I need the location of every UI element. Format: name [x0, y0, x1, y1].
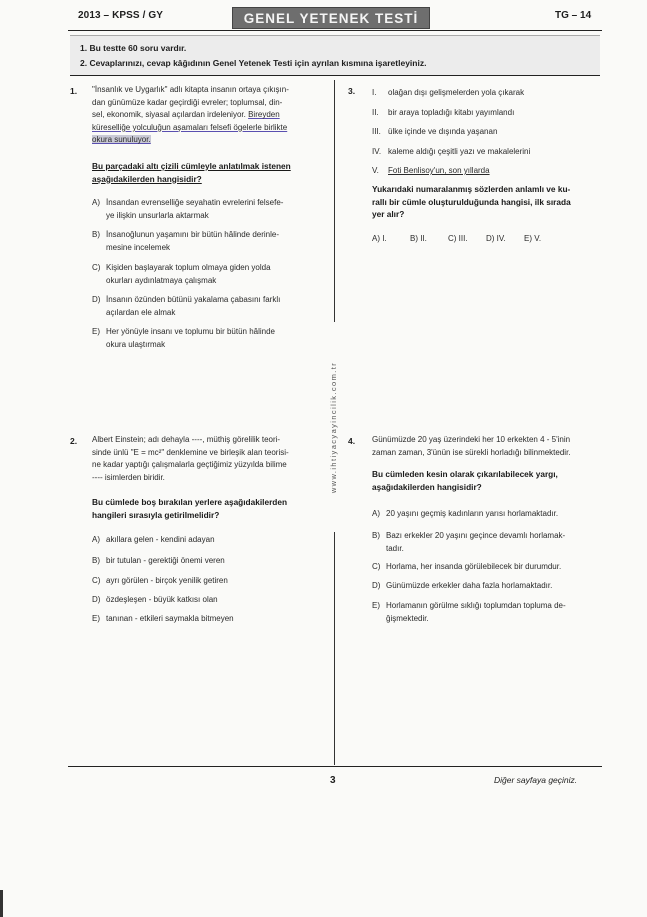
- q3-option-a[interactable]: A) I.: [372, 234, 387, 243]
- q4-option-text: ğişmektedir.: [386, 613, 429, 623]
- q1-underlined-sentence: küreselliğe yolculuğun aşamaları felsefi ögelerle birlikte: [92, 122, 288, 132]
- q3-option-d[interactable]: D) IV.: [486, 234, 506, 243]
- q4-option-text: 20 yaşını geçmiş kadınların yarısı horlamaktadır.: [386, 509, 559, 518]
- scan-edge-mark: [0, 890, 3, 917]
- q3-stem-line: yer alır?: [372, 209, 405, 220]
- q1-option-e[interactable]: [92, 326, 332, 351]
- q1-option-text: mesine incelemek: [106, 242, 171, 252]
- q1-option-label: C): [92, 263, 101, 272]
- q1-option-label: A): [92, 198, 100, 207]
- q4-option-c[interactable]: [372, 561, 612, 574]
- q3-number: 3.: [348, 86, 356, 96]
- q3-item-label: V.: [372, 166, 379, 175]
- q1-option-text: İnsandan evrenselliğe seyahatin evrelerini felsefe-: [106, 198, 284, 207]
- q4-option-text: Günümüzde erkekler daha fazla horlamaktadır.: [386, 581, 553, 590]
- q1-option-text: İnsanoğlunun yaşamını bir bütün hâlinde derinle-: [106, 230, 280, 239]
- q1-passage: [92, 84, 328, 147]
- q3-item-text: Foti Benlisoy'un, son yıllarda: [388, 166, 490, 175]
- q2-passage-line: sinde ünlü "E = mc²" denklemine ve birleşik alan teorisi-: [92, 447, 289, 457]
- exam-code: 2013 – KPSS / GY: [78, 10, 163, 21]
- q1-passage-line: [92, 109, 328, 122]
- q1-passage-line: "İnsanlık ve Uygarlık" adlı kitapta insanın ortaya çıkışın-: [92, 85, 289, 94]
- q3-item-label: II.: [372, 107, 379, 117]
- q4-option-label: E): [372, 601, 380, 610]
- q1-option-label: B): [92, 230, 100, 239]
- q3-item-text: olağan dışı gelişmelerden yola çıkarak: [388, 88, 525, 97]
- q2-option-b[interactable]: [92, 555, 225, 568]
- q2-option-label: D): [92, 595, 101, 604]
- q2-option-d[interactable]: [92, 594, 218, 607]
- q3-item-2: [372, 103, 612, 123]
- q4-option-text: tadır.: [386, 543, 404, 553]
- q1-passage-line: dan günümüze kadar geçirdiği evreler; toplumsal, din-: [92, 97, 283, 107]
- q3-item-text: kaleme aldığı çeşitli yazı ve makalelerini: [388, 146, 531, 156]
- q1-option-label: E): [92, 327, 100, 336]
- q3-item-3: [372, 122, 612, 142]
- header-divider: [68, 30, 602, 31]
- q4-option-label: B): [372, 531, 380, 540]
- q4-option-d[interactable]: [372, 580, 612, 593]
- q3-option-b[interactable]: B) II.: [410, 234, 427, 243]
- q4-passage-line: Günümüzde 20 yaş üzerindeki her 10 erkekten 4 - 5'inin: [372, 435, 571, 444]
- q2-option-text: ayrı görülen - birçok yenilik getiren: [106, 576, 228, 585]
- q2-stem: [92, 496, 330, 521]
- q4-stem-line: aşağıdakilerden hangisidir?: [372, 481, 482, 492]
- q1-option-d[interactable]: [92, 294, 332, 319]
- q4-passage: [372, 434, 612, 459]
- q2-passage-line: ne kadar yaptığı çalışmalarla geçtiğimiz yüzyılda bilime: [92, 460, 287, 470]
- q4-option-text: Bazı erkekler 20 yaşını geçince devamlı horlamak-: [386, 531, 566, 540]
- q4-option-a[interactable]: [372, 508, 612, 521]
- q1-stem-line: aşağıdakilerden hangisidir?: [92, 173, 202, 184]
- q1-stem: [92, 160, 328, 185]
- section-title: GENEL YETENEK TESTİ: [243, 10, 419, 26]
- q1-number: 1.: [70, 86, 78, 96]
- q2-option-c[interactable]: [92, 575, 228, 588]
- q2-option-text: bir tutulan - gerektiği önemi veren: [106, 556, 225, 565]
- q2-option-text: özdeşleşen - büyük katkısı olan: [106, 595, 218, 604]
- q3-option-c[interactable]: C) III.: [448, 234, 468, 243]
- q3-stem: [372, 183, 612, 221]
- q3-item-4: [372, 142, 612, 162]
- watermark-text: www.ihtiyacyayincilik.com.tr: [329, 361, 339, 493]
- q3-option-e[interactable]: E) V.: [524, 234, 542, 243]
- q1-option-a[interactable]: [92, 197, 332, 222]
- q1-passage-line-text: sel, ekonomik, siyasal açılardan irdeleniyor.: [92, 110, 246, 120]
- q2-stem-line: Bu cümlede boş bırakılan yerlere aşağıdakilerden: [92, 497, 288, 507]
- q1-option-label: D): [92, 295, 101, 304]
- q1-option-text: Kişiden başlayarak toplum olmaya giden yolda: [106, 263, 271, 272]
- q4-option-text: Horlama, her insanda görülebilecek bir durumdur.: [386, 562, 562, 571]
- q3-items: [372, 83, 612, 181]
- q3-stem-line: Yukarıdaki numaralanmış sözlerden anlamlı ve ku-: [372, 184, 571, 194]
- q2-option-label: C): [92, 576, 101, 585]
- q1-option-text: İnsanın özünden bütünü yakalama çabasını farklı: [106, 295, 281, 304]
- q3-item-text: ülke içinde ve dışında yaşanan: [388, 127, 498, 136]
- q3-options: [372, 234, 562, 243]
- q2-option-label: A): [92, 535, 100, 544]
- q4-number: 4.: [348, 436, 356, 446]
- q2-option-a[interactable]: [92, 534, 215, 547]
- q3-stem-line: rallı bir cümle oluşturulduğunda hangisi, ilk sırada: [372, 196, 571, 207]
- q2-option-e[interactable]: [92, 613, 234, 626]
- instruction-2: 2. Cevaplarınızı, cevap kâğıdının Genel Yetenek Testi için ayrılan kısmına işaretleyiniz.: [80, 58, 427, 68]
- q4-option-e[interactable]: [372, 600, 612, 625]
- q3-item-1: [372, 83, 612, 103]
- q4-option-label: C): [372, 562, 381, 571]
- q1-underlined-sentence-start: Bireyden: [248, 110, 280, 120]
- q3-item-5: [372, 161, 612, 181]
- q4-stem: [372, 468, 612, 493]
- q4-option-b[interactable]: [372, 530, 612, 555]
- q2-option-text: tanınan - etkileri saymakla bitmeyen: [106, 614, 234, 623]
- q2-option-label: E): [92, 614, 100, 623]
- q2-number: 2.: [70, 436, 78, 446]
- q1-option-text: Her yönüyle insanı ve toplumu bir bütün hâlinde: [106, 327, 275, 336]
- test-code: TG – 14: [555, 10, 592, 21]
- q1-passage-line: [92, 134, 328, 147]
- q2-passage-line: Albert Einstein; adı dehayla ----, müthiş görelilik teori-: [92, 435, 281, 444]
- q2-passage: [92, 434, 330, 484]
- q4-option-text: Horlamanın görülme sıklığı toplumdan topluma de-: [386, 601, 566, 610]
- q3-item-label: I.: [372, 88, 377, 97]
- instruction-1: 1. Bu testte 60 soru vardır.: [80, 43, 187, 53]
- page-number: 3: [330, 775, 336, 786]
- footer-divider: [68, 766, 602, 767]
- q1-option-text: okura ulaştırmak: [106, 339, 166, 349]
- q1-option-b[interactable]: [92, 229, 332, 254]
- q4-option-label: A): [372, 509, 380, 518]
- q4-option-label: D): [372, 581, 381, 590]
- q3-item-label: IV.: [372, 146, 382, 156]
- q2-stem-line: hangileri sırasıyla getirilmelidir?: [92, 509, 220, 520]
- q2-passage-line: ---- isimlerden biridir.: [92, 472, 165, 482]
- instructions-box: [70, 35, 600, 76]
- q2-option-label: B): [92, 556, 100, 565]
- q3-item-label: III.: [372, 127, 381, 136]
- q1-stem-line: Bu parçadaki altı çizili cümleyle anlatılmak istenen: [92, 161, 291, 171]
- next-page-note: Diğer sayfaya geçiniz.: [494, 775, 578, 785]
- q1-option-text: okurları aydınlatmaya çalışmak: [106, 275, 217, 285]
- q1-option-text: ye ilişkin unsurlarla aktarmak: [106, 210, 209, 220]
- q4-passage-line: zaman zaman, 3'ünün ise sürekli horladığı bilinmektedir.: [372, 447, 571, 457]
- q1-option-text: açılardan ele almak: [106, 307, 176, 317]
- q1-option-c[interactable]: [92, 262, 332, 287]
- q3-item-text: bir araya topladığı kitabı yayımlandı: [388, 107, 515, 117]
- q1-underlined-sentence-end: okura sunuluyor.: [92, 135, 151, 145]
- q4-stem-line: Bu cümleden kesin olarak çıkarılabilecek yargı,: [372, 469, 558, 479]
- section-title-band: [232, 7, 430, 29]
- q2-option-text: akıllara gelen - kendini adayan: [106, 535, 215, 544]
